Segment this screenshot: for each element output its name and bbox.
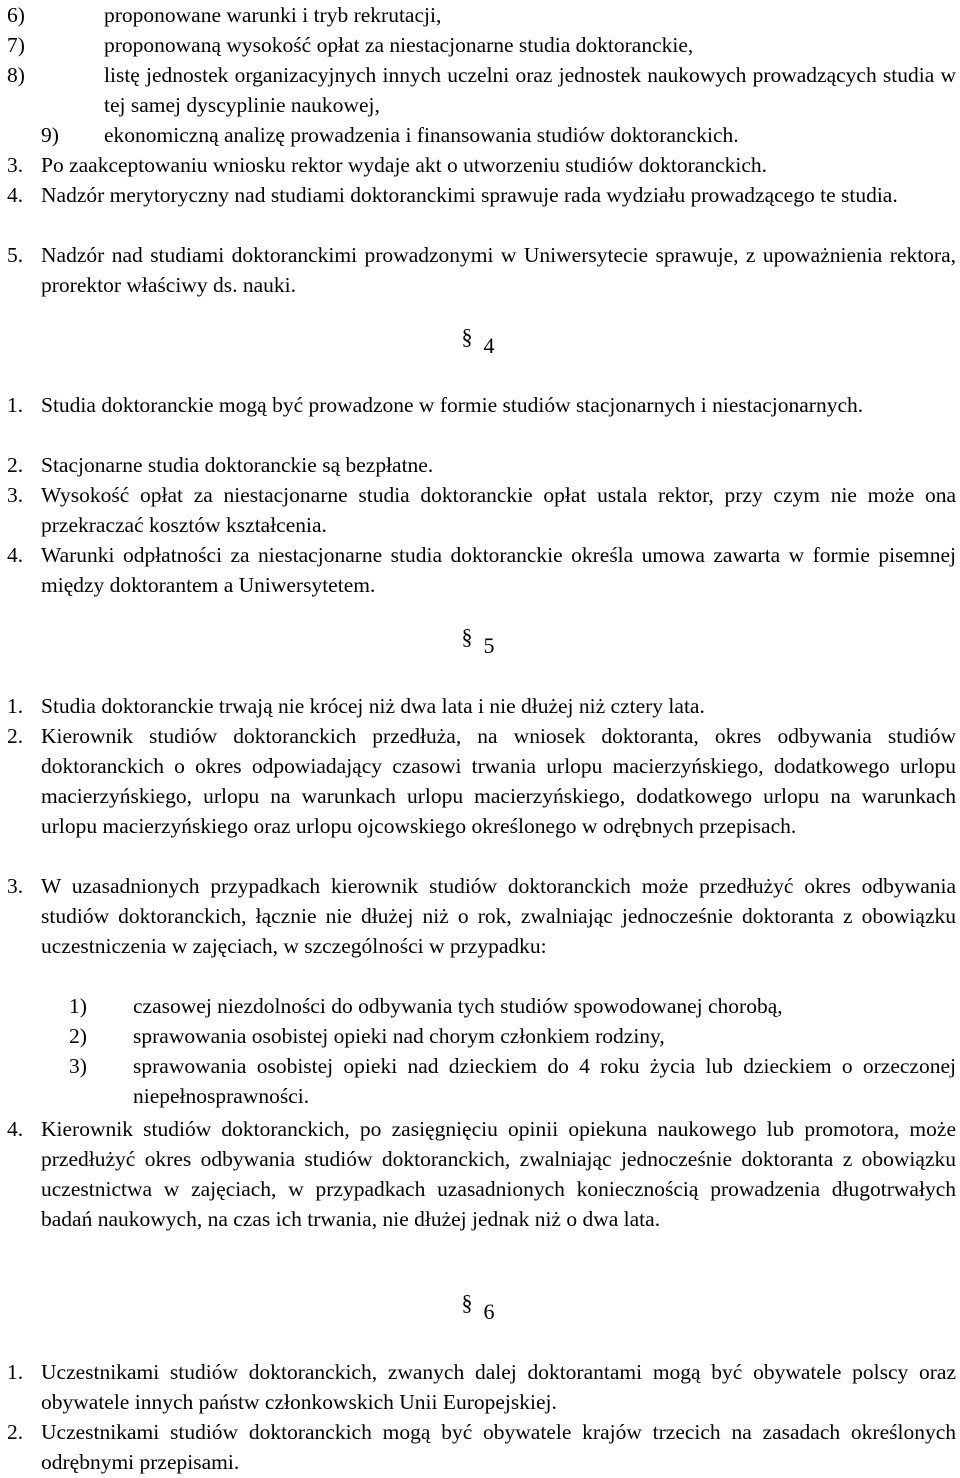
item-number: 2) — [69, 1024, 87, 1048]
item-text: Studia doktoranckie mogą być prowadzone w formie studiów stacjonarnych i niestacjonarnych. — [41, 393, 864, 417]
item-number: 3) — [69, 1054, 87, 1078]
paragraph-item — [0, 450, 956, 480]
item-number: 2. — [7, 453, 24, 477]
item-number: 5. — [7, 243, 24, 267]
item-number: 1. — [7, 393, 24, 417]
item-text: proponowane warunki i tryb rekrutacji, — [104, 3, 442, 27]
item-number: 4. — [7, 183, 24, 207]
item-text: Uczestnikami studiów doktoranckich, zwanych dalej doktorantami mogą być obywatele polscy oraz obywatele innych państw członkowskich Unii Europejskiej. — [41, 1360, 956, 1414]
paragraph-item — [0, 390, 956, 420]
item-number: 1. — [7, 694, 24, 718]
paragraph-item — [0, 1357, 956, 1417]
item-number: 2. — [7, 724, 24, 748]
item-text: listę jednostek organizacyjnych innych uczelni oraz jednostek naukowych prowadzących studia w tej samej dyscyplinie naukowej, — [104, 63, 956, 117]
item-number: 6) — [7, 3, 25, 27]
paragraph-item — [0, 540, 956, 600]
item-text: Nadzór nad studiami doktoranckimi prowadzonymi w Uniwersytecie sprawuje, z upoważnienia rektora, prorektor właściwy ds. nauki. — [41, 243, 956, 297]
section-number — [461, 624, 495, 661]
item-text: ekonomiczną analizę prowadzenia i finansowania studiów doktoranckich. — [104, 123, 739, 147]
item-number: 2. — [7, 1420, 24, 1444]
item-text: proponowaną wysokość opłat za niestacjonarne studia doktoranckie, — [104, 33, 694, 57]
item-text: Warunki odpłatności za niestacjonarne studia doktoranckie określa umowa zawarta w formie pisemnej między doktorantem a Uniwersytetem. — [41, 543, 956, 597]
item-text: Nadzór merytoryczny nad studiami doktoranckimi sprawuje rada wydziału prowadzącego te studia. — [41, 183, 898, 207]
section-number-value: 5 — [483, 633, 495, 658]
list-item — [0, 991, 956, 1021]
list-item — [0, 30, 956, 60]
item-text: Po zaakceptowaniu wniosku rektor wydaje akt o utworzeniu studiów doktoranckich. — [41, 153, 768, 177]
item-number: 9) — [41, 123, 59, 147]
paragraph-item — [0, 721, 956, 841]
item-number: 3. — [7, 153, 24, 177]
item-number: 3. — [7, 483, 24, 507]
item-number: 3. — [7, 874, 24, 898]
list-item — [0, 0, 956, 30]
item-number: 8) — [7, 63, 25, 87]
section-sign: § — [461, 324, 473, 349]
item-text: Kierownik studiów doktoranckich przedłuża, na wniosek doktoranta, okres odbywania studiów doktoranckich o okres odpowiadający czasowi trwania urlopu macierzyńskiego, dodatkowego urlopu macierzyńskiego, urlopu na warunkach urlopu macierzyńskiego, dodatkowego urlopu na warunkach urlopu macierzyńskiego oraz urlopu ojcowskiego określonego w odrębnych przepisach. — [41, 724, 956, 838]
paragraph-item — [0, 871, 956, 961]
section-number — [461, 1290, 495, 1327]
paragraph-item — [0, 150, 956, 180]
paragraph-item — [0, 180, 956, 210]
section-sign: § — [461, 624, 473, 649]
section-heading — [0, 324, 956, 361]
list-item — [0, 120, 956, 150]
item-text: Studia doktoranckie trwają nie krócej niż dwa lata i nie dłużej niż cztery lata. — [41, 694, 705, 718]
item-text: czasowej niezdolności do odbywania tych studiów spowodowanej chorobą, — [133, 994, 783, 1018]
paragraph-item — [0, 240, 956, 300]
item-text: sprawowania osobistej opieki nad chorym członkiem rodziny, — [133, 1024, 665, 1048]
item-number: 1) — [69, 994, 87, 1018]
item-text: W uzasadnionych przypadkach kierownik studiów doktoranckich może przedłużyć okres odbywania studiów doktoranckich, łącznie nie dłużej niż o rok, zwalniając jednocześnie doktoranta z obowiązku uczestniczenia w zajęciach, w szczególności w przypadku: — [41, 874, 956, 958]
item-number: 7) — [7, 33, 25, 57]
item-text: Kierownik studiów doktoranckich, po zasięgnięciu opinii opiekuna naukowego lub promotora, może przedłużyć okres odbywania studiów doktoranckich, zwalniając jednocześnie doktoranta z obowiązku uczestnictwa w zajęciach, w przypadkach uzasadnionych koniecznością prowadzenia długotrwałych badań naukowych, na czas ich trwania, nie dłużej jednak niż o dwa lata. — [41, 1117, 956, 1231]
item-text: Wysokość opłat za niestacjonarne studia doktoranckie opłat ustala rektor, przy czym nie może ona przekraczać kosztów kształcenia. — [41, 483, 956, 537]
paragraph-item — [0, 1417, 956, 1477]
item-text: Stacjonarne studia doktoranckie są bezpłatne. — [41, 453, 434, 477]
list-item — [0, 60, 956, 120]
section-heading — [0, 624, 956, 661]
paragraph-item — [0, 691, 956, 721]
section-heading — [0, 1290, 956, 1327]
list-item — [0, 1051, 956, 1111]
paragraph-item — [0, 1114, 956, 1234]
section-number-value: 4 — [483, 333, 495, 358]
item-text: sprawowania osobistej opieki nad dzieckiem do 4 roku życia lub dzieckiem o orzeczonej niepełnosprawności. — [133, 1054, 956, 1108]
item-number: 4. — [7, 1117, 24, 1141]
item-number: 4. — [7, 543, 24, 567]
section-sign: § — [461, 1290, 473, 1315]
item-number: 1. — [7, 1360, 24, 1384]
list-item — [0, 1021, 956, 1051]
item-text: Uczestnikami studiów doktoranckich mogą być obywatele krajów trzecich na zasadach określonych odrębnymi przepisami. — [41, 1420, 956, 1474]
section-number — [461, 324, 495, 361]
section-number-value: 6 — [483, 1299, 495, 1324]
paragraph-item — [0, 480, 956, 540]
